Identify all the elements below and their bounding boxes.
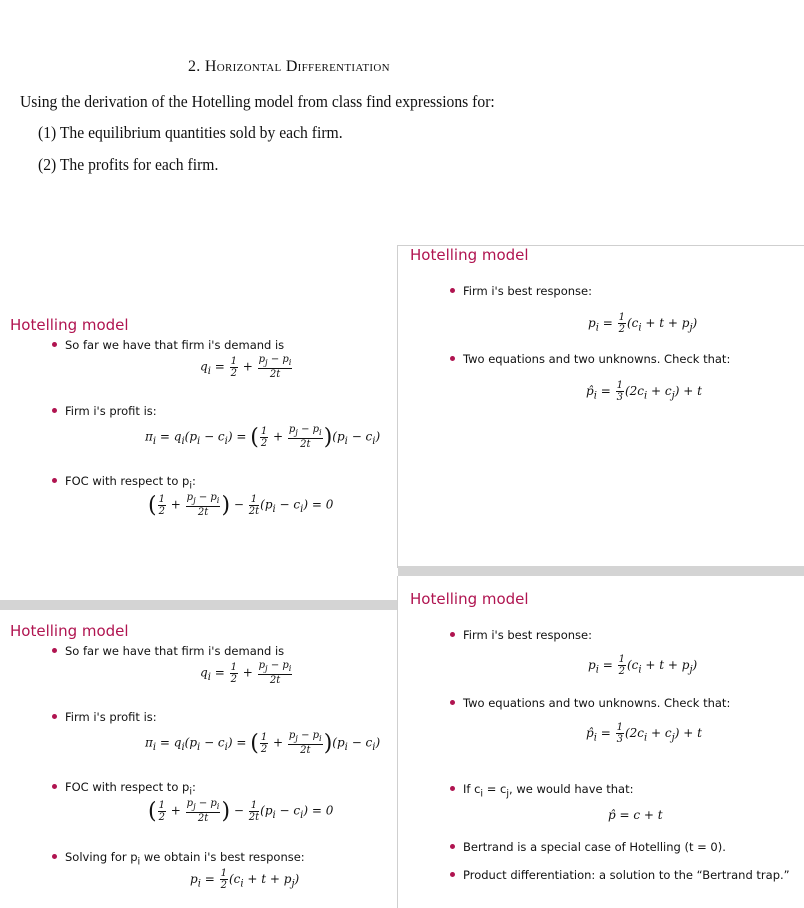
exercise-title: 2. Horizontal Differentiation	[188, 58, 390, 75]
slide-title: Hotelling model	[410, 590, 529, 608]
bertrand-special-case-bullet: Bertrand is a special case of Hotelling (t = 0).	[450, 840, 726, 854]
slide-divider	[398, 566, 804, 576]
profit-equation: $\pi_i = q_i(p_i - c_i)$ = ( $\frac{1}{2}$ + $\frac{p_j - p_i}{2t}$ )$(p_i - c_i)$	[145, 730, 381, 756]
solving-bullet: Solving for $p_i$ we obtain i's best response:	[52, 850, 305, 867]
profit-bullet: Firm i's profit is:	[52, 404, 157, 418]
two-equations-bullet: Two equations and two unknowns. Check that:	[450, 696, 730, 710]
foc-bullet: FOC with respect to $p_i$:	[52, 780, 196, 797]
two-equations-bullet: Two equations and two unknowns. Check that:	[450, 352, 730, 366]
profit-bullet: Firm i's profit is:	[52, 710, 157, 724]
best-response-equation: $p_i$ = $\frac{1}{2}$ $(c_i + t + p_j)$	[588, 312, 698, 335]
slide-title: Hotelling model	[410, 246, 529, 264]
equilibrium-price-equation: $p̂_i$ = $\frac{1}{3}$ $(2c_i + c_j) + t$	[586, 722, 702, 745]
best-response-bullet: Firm i's best response:	[450, 628, 592, 642]
demand-bullet: So far we have that firm i's demand is	[52, 338, 284, 352]
symmetric-price-equation: p̂ = c + t	[608, 808, 663, 822]
foc-equation: ( $\frac{1}{2}$ + $\frac{p_j - p_i}{2t}$ ) − $\frac{1}{2t}$ $(p_i - c_i) = 0$	[148, 798, 334, 824]
demand-bullet: So far we have that firm i's demand is	[52, 644, 284, 658]
slide-title: Hotelling model	[10, 622, 129, 640]
demand-equation: $q_i$ = $\frac{1}{2}$ + $\frac{p_j - p_i}{2t}$	[200, 660, 292, 686]
slide-divider	[0, 600, 397, 610]
best-response-equation: $p_i$ = $\frac{1}{2}$ $(c_i + t + p_j)$	[588, 654, 698, 677]
product-differentiation-bullet: Product differentiation: a solution to the “Bertrand trap.”	[450, 868, 790, 882]
if-equal-costs-bullet: If $c_i = c_j$, we would have that:	[450, 782, 633, 799]
foc-equation: ( $\frac{1}{2}$ + $\frac{p_j - p_i}{2t}$ ) − $\frac{1}{2t}$ $(p_i - c_i) = 0$	[148, 492, 334, 518]
profit-equation: $\pi_i = q_i(p_i - c_i)$ = ( $\frac{1}{2}$ + $\frac{p_j - p_i}{2t}$ )$(p_i - c_i)$	[145, 424, 381, 450]
demand-equation: $q_i$ = $\frac{1}{2}$ + $\frac{p_j - p_i}{2t}$	[200, 354, 292, 380]
slide-equilibrium	[398, 578, 804, 908]
slide-solving	[0, 614, 397, 908]
exercise-title-text: Horizontal Differentiation	[204, 58, 390, 75]
foc-bullet: FOC with respect to $p_i$:	[52, 474, 196, 491]
best-response-equation: $p_i$ = $\frac{1}{2}$ $(c_i + t + p_j)$	[190, 868, 300, 891]
exercise-item-2: (2) The profits for each firm.	[38, 155, 219, 174]
slide-title: Hotelling model	[10, 316, 129, 334]
best-response-bullet: Firm i's best response:	[450, 284, 592, 298]
slide-best-response	[398, 246, 804, 566]
slide-demand-profit-foc	[0, 310, 398, 530]
exercise-item-1: (1) The equilibrium quantities sold by each firm.	[38, 123, 343, 142]
equilibrium-price-equation: $p̂_i$ = $\frac{1}{3}$ $(2c_i + c_j) + t$	[586, 380, 702, 403]
exercise-intro: Using the derivation of the Hotelling model from class find expressions for:	[20, 92, 495, 111]
